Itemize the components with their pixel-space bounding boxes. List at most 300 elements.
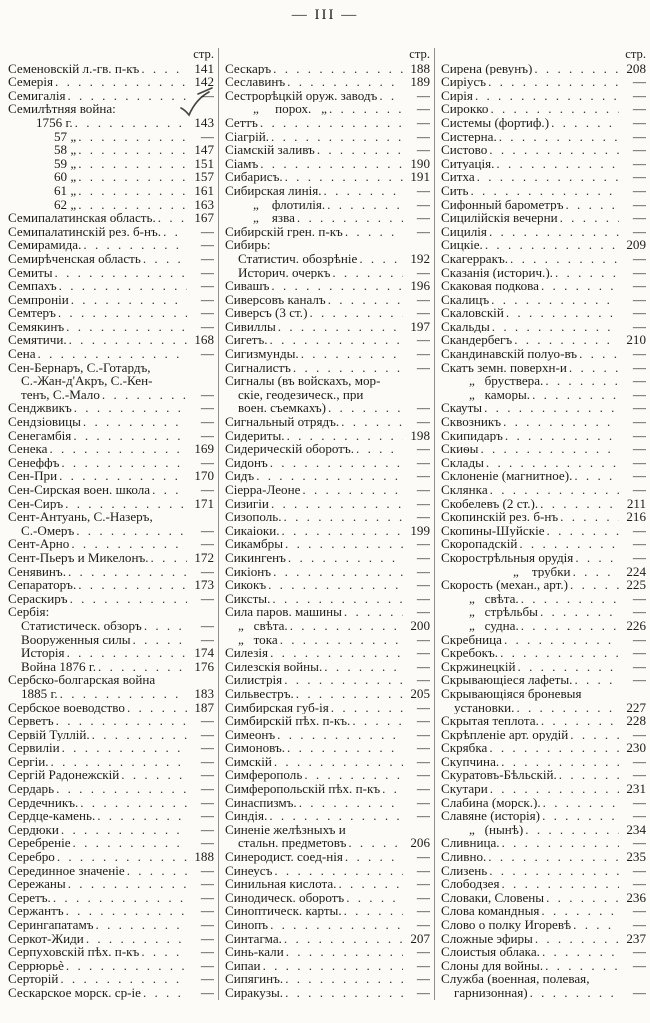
index-entry [8,306,214,320]
dot-leader [501,877,619,891]
entry-term: Скауты [441,401,483,416]
dot-leader [545,959,619,973]
entry-term: Сескаръ [225,61,272,76]
index-entry [8,551,214,565]
dot-leader [287,429,403,443]
index-entry [8,456,214,470]
entry-term: Семипалатинскій рез. б-нъ. [8,224,162,239]
index-entry [441,102,646,116]
entry-term: Семирамида. [8,238,82,252]
entry-term: Слово о полку Игоревѣ [441,918,572,932]
dot-leader [286,945,403,959]
entry-page: — [632,768,646,783]
index-entry [441,401,646,415]
entry-page: — [632,183,646,198]
entry-term: Сіерра-Леоне [225,483,301,497]
index-entry [441,537,646,551]
entry-page: 226 [626,618,646,633]
entry-page: — [200,537,214,551]
entry-page: — [416,958,430,973]
dot-leader [270,456,403,470]
dot-leader [284,510,403,524]
entry-page: 209 [626,238,646,252]
index-entry [8,673,214,687]
entry-page: 191 [410,170,430,184]
dot-leader [78,130,187,144]
dot-leader [569,361,619,375]
entry-page: — [416,768,430,783]
dot-leader [62,741,187,755]
entry-term: Слободзея [441,877,500,891]
dot-leader [570,578,619,592]
index-entry [8,537,214,551]
index-entry [225,374,430,388]
entry-page: — [416,578,430,592]
dot-leader [282,524,403,538]
entry-term: Симоновъ. [225,741,286,755]
dot-leader [575,551,619,565]
entry-term: Сербское воеводство [8,700,125,715]
entry-page: — [632,537,646,551]
entry-page: — [200,904,214,918]
entry-page: — [416,483,430,497]
entry-page: — [416,646,430,660]
dot-leader [299,796,403,810]
entry-page: 183 [194,686,214,701]
dot-leader [542,809,619,823]
index-column-1 [2,48,218,1000]
dot-leader [127,864,187,878]
index-entry [225,279,430,293]
entry-term: Сергій Радонежскій [8,768,120,783]
entry-term: Сидонъ [225,455,268,470]
entry-term: Скрѣпленіе арт. орудій [441,727,569,742]
dot-leader [68,565,187,579]
entry-term: Синтагма. [225,931,282,946]
index-entry [8,932,214,946]
index-entry [225,918,430,932]
index-entry [225,537,430,551]
entry-page: — [416,211,430,225]
index-entry [8,225,214,239]
index-entry [441,184,646,198]
entry-term: Скобелевъ (2 ст.). [441,496,539,511]
entry-term: Скребница [441,632,502,647]
dot-leader [346,891,403,905]
entry-term: Сибирскій грен. п-къ [225,224,343,239]
index-entry [8,524,214,538]
page-column-label [225,48,430,62]
entry-page: — [200,768,214,783]
dot-leader [555,266,619,280]
index-entry [441,714,646,728]
entry-term: Семпроніи [8,292,69,307]
dot-leader [475,89,619,103]
index-entry [225,986,430,1000]
index-entry [8,891,214,905]
entry-page: 235 [626,850,646,864]
entry-term: „ каморы. [469,387,531,402]
dot-leader [83,415,187,429]
entry-page: — [200,523,214,538]
entry-term: 62 „ [54,197,77,212]
dot-leader [345,850,403,864]
entry-term: Сераскиръ [8,591,68,606]
entry-page: — [200,741,214,755]
entry-term: Сердечникъ. [8,795,79,810]
entry-page: — [632,646,646,660]
dot-leader [344,904,403,918]
entry-term: Семирѣченская область [8,251,141,266]
dot-leader [127,701,187,715]
entry-term: 57 „ [54,129,77,144]
dot-leader [260,116,403,130]
dot-leader [541,714,619,728]
dot-leader [98,660,187,674]
dot-leader [141,945,187,959]
entry-term: Скорострѣльныя орудія [441,550,574,565]
entry-term: С.-Омеръ [21,523,75,538]
index-entry [225,442,430,456]
index-entry [225,184,430,198]
dot-leader [501,755,619,769]
index-entry [441,782,646,796]
index-entry [225,864,430,878]
dot-leader [274,864,403,878]
entry-page: — [416,918,430,932]
entry-term: Склянка [441,483,488,497]
dot-leader [490,782,619,796]
entry-page: — [416,183,430,198]
entry-term: Сить [441,183,469,198]
entry-term: Сіамскій заливъ [225,143,315,157]
index-entry [8,605,214,619]
entry-term: Сиріусъ [441,75,487,89]
entry-page: — [200,455,214,470]
entry-page: — [416,265,430,280]
entry-term: Скребокъ. [441,646,499,660]
dot-leader [273,565,403,579]
index-entry [441,565,646,579]
index-entry [225,850,430,864]
entry-page: — [416,306,430,320]
entry-page: 227 [626,700,646,715]
entry-term: Служба (военная, полевая, [441,972,590,986]
index-entry [225,388,430,402]
dot-leader [71,293,187,307]
entry-page: — [632,863,646,878]
entry-term: Семерія [8,75,54,89]
entry-term: Семипалатинская область. [8,211,156,225]
entry-term: Сіамъ [225,156,259,171]
entry-term: Серкот-Жиди [8,931,84,946]
index-entry [225,510,430,524]
entry-page: — [200,483,214,497]
entry-term: Синеродист. соед-нія [225,850,343,864]
dot-leader [285,986,403,1000]
dot-leader [290,619,403,633]
entry-term: Силезскія войны. [225,659,323,674]
entry-term: Серетъ. [8,890,51,905]
entry-page: — [632,523,646,538]
entry-page: — [632,632,646,647]
entry-page: 207 [410,931,430,946]
dot-leader [60,972,187,986]
entry-page: 157 [194,170,214,184]
dot-leader [133,633,187,647]
dot-leader [263,959,403,973]
entry-page: 237 [626,931,646,946]
index-entry [225,170,430,184]
dot-leader [317,143,403,157]
entry-term: „ тока [238,632,278,647]
entry-term: Семиты [8,265,53,280]
entry-page: 141 [194,61,214,76]
dot-leader [505,429,619,443]
entry-term: „ свѣта. [469,591,519,606]
entry-term: Скандербегъ [441,333,513,348]
dot-leader [521,619,619,633]
entry-page: — [416,727,430,742]
entry-page: — [416,347,430,361]
entry-page: — [200,782,214,796]
index-entry [225,782,430,796]
entry-page: — [200,863,214,878]
index-entry [225,198,430,212]
entry-term: Сескарское морск. ср-іе [8,985,141,1000]
entry-term: Сендзіовицы [8,415,81,429]
entry-page: — [632,918,646,932]
dot-leader [96,918,187,932]
dot-leader [55,75,187,89]
entry-page: — [200,401,214,416]
index-entry [225,429,430,443]
entry-term: 60 „ [54,170,77,184]
dot-leader [61,823,187,837]
entry-term: Сервиліи [8,741,60,755]
entry-term: Сибирская линія. [225,183,322,198]
entry-term: Сербія: [8,605,50,619]
dot-leader [269,809,403,823]
index-entry [225,565,430,579]
entry-page: — [416,88,430,103]
entry-term: Серингапатамъ [8,918,94,932]
entry-page: — [416,700,430,715]
index-entry [225,157,430,171]
dot-leader [344,605,403,619]
index-entry [8,728,214,742]
entry-term: Сливно. [441,850,487,864]
index-entry [441,823,646,837]
dot-leader [543,796,619,810]
entry-page: — [416,904,430,918]
index-entry [8,75,214,89]
entry-term: Силезія [225,646,269,660]
dot-leader [102,388,187,402]
index-entry [441,524,646,538]
index-entry [8,687,214,701]
dot-leader [271,497,403,511]
entry-term: Сирена (ревунъ) [441,61,533,76]
entry-page: — [200,714,214,728]
index-entry [225,592,430,606]
entry-term: Сицилійскія вечерни [441,211,558,225]
index-entry [441,551,646,565]
entry-page: — [632,251,646,266]
entry-term: Сикокъ [225,578,267,592]
dot-leader [50,442,188,456]
entry-page: 151 [194,156,214,171]
dot-leader [268,578,403,592]
entry-page: — [416,292,430,307]
index-entry [441,836,646,850]
index-entry [8,565,214,579]
entry-term: Сент-Арно [8,537,70,551]
index-entry [8,442,214,456]
entry-page: 224 [626,564,646,579]
index-entry [225,361,430,375]
entry-term: Скопины-Шуйскіе [441,523,545,538]
index-entry [441,157,646,171]
dot-leader [328,401,403,415]
entry-page: — [200,836,214,851]
entry-page: — [632,727,646,742]
entry-page: 189 [410,75,430,89]
dot-leader [570,728,619,742]
dot-leader [59,469,187,483]
entry-term: Скрытая теплота. [441,714,539,728]
entry-term: Историч. очеркъ [238,265,331,280]
dot-leader [278,320,403,334]
dot-leader [545,374,619,388]
dot-leader [302,483,403,497]
entry-page: 190 [410,156,430,171]
entry-term: Скуратовъ-Бѣльскій. [441,768,557,783]
dot-leader [518,660,619,674]
index-entry [441,972,646,986]
entry-page: — [416,496,430,511]
entry-page: — [200,985,214,1000]
dot-leader [516,701,619,715]
index-entry [225,497,430,511]
index-entry [225,728,430,742]
index-entry [441,768,646,782]
index-entry [225,687,430,701]
index-entry [8,918,214,932]
entry-term: Сквозникъ [441,415,502,429]
entry-term: Скатъ земн. поверхн-и [441,360,567,375]
index-entry [441,959,646,973]
index-entry [225,456,430,470]
entry-term: Симбирская губ-ія [225,700,329,715]
entry-term: Синеніе желѣзныхъ и [225,822,346,837]
dot-leader [502,836,619,850]
entry-page: — [200,877,214,891]
entry-term: Синопъ [225,918,269,932]
entry-term: Сизигіи [225,496,269,511]
entry-term: Сивашъ [225,279,270,293]
entry-page: — [200,795,214,810]
entry-term: Статистическ. обзоръ [21,618,142,633]
dot-leader [540,605,619,619]
entry-term: Склоненіе (магнитное). [441,469,573,483]
index-entry [441,646,646,660]
dot-leader [284,932,403,946]
dot-leader [331,701,403,715]
entry-term: Сергіи. [8,754,49,769]
dot-leader [579,347,619,361]
index-entry [8,279,214,293]
entry-term: Сигетъ. [225,333,268,348]
entry-term: Синодическ. оборотъ [225,890,345,905]
entry-term: Симбирскій пѣх. п-къ. [225,714,351,728]
index-entry [441,510,646,524]
index-entry [441,986,646,1000]
entry-term: Сенеффъ [8,455,60,470]
entry-term: Сильвестръ. [225,686,294,701]
entry-term: Сент-Антуань, С.-Назеръ, [8,510,153,524]
entry-page: — [416,442,430,456]
index-entry [225,143,430,157]
index-entry [8,796,214,810]
entry-page: 198 [410,428,430,443]
entry-term: Сеттъ [225,115,258,130]
entry-page: 188 [410,61,430,76]
index-entry [441,497,646,511]
entry-term: Война 1876 г. [21,659,97,674]
entry-page: — [416,510,430,524]
index-entry [441,619,646,633]
entry-page: 142 [194,75,214,89]
entry-page: — [200,279,214,293]
dot-leader [490,483,619,497]
index-entry [8,184,214,198]
index-entry [441,850,646,864]
index-entry [8,170,214,184]
dot-leader [270,918,403,932]
entry-term: Семигалія [8,88,66,103]
index-entry [225,252,430,266]
index-entry [225,524,430,538]
dot-leader [69,333,187,347]
dot-leader [78,143,187,157]
dot-leader [560,211,619,225]
index-entry [225,75,430,89]
dot-leader [158,211,187,225]
index-entry [225,347,430,361]
dot-leader [324,660,403,674]
dot-leader [285,972,403,986]
entry-page: 199 [410,523,430,538]
entry-page: — [632,469,646,483]
entry-term: Сердарь [8,782,55,796]
index-entry [225,89,430,103]
entry-page: 234 [626,822,646,837]
entry-page: — [416,673,430,687]
entry-term: Скорость (механ., арт.) [441,578,569,592]
entry-term: Семеновскій л.-гв. п-къ [8,61,140,76]
dot-leader [491,293,619,307]
entry-term: Систово [441,143,488,157]
entry-term: Слоны для войны. [441,958,544,973]
index-entry [441,741,646,755]
entry-page: — [200,972,214,986]
index-entry [225,945,430,959]
entry-page: — [632,306,646,320]
entry-term: Сестрорѣцкій оруж. заводъ [225,88,378,103]
entry-term: Систерна. [441,129,497,144]
entry-page: 161 [194,183,214,198]
